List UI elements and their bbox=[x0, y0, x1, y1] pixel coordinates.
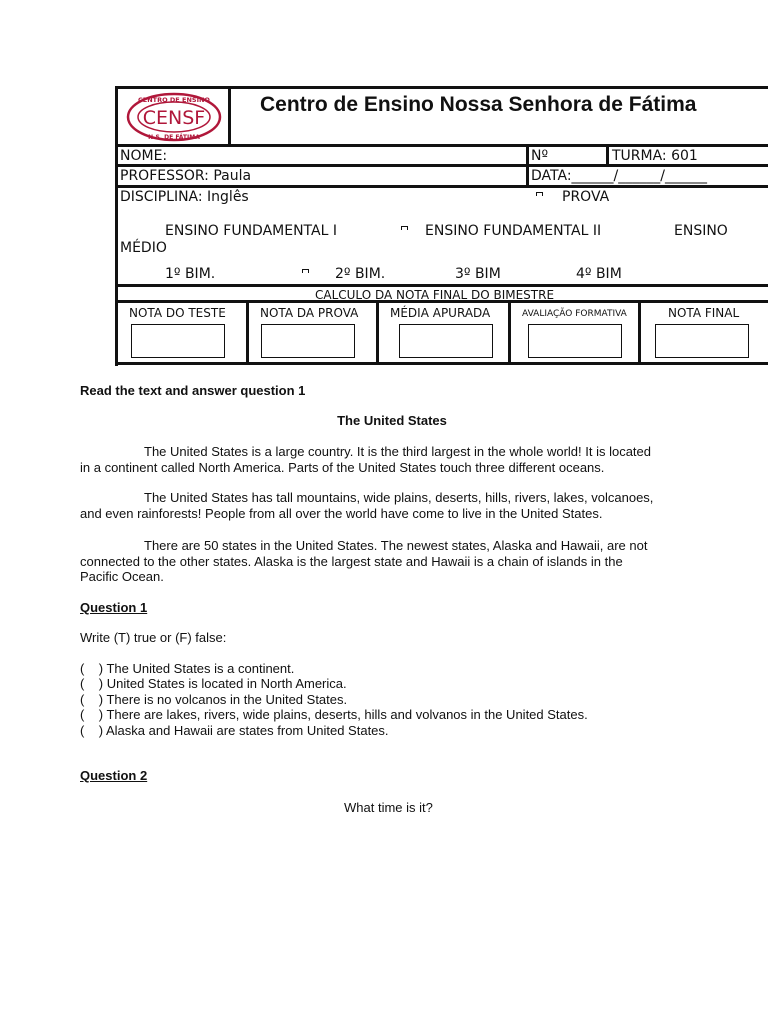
grade-label: NOTA FINAL bbox=[668, 306, 740, 320]
bim-1-option: 1º BIM. bbox=[165, 266, 216, 282]
data-field[interactable]: DATA:______/______/______ bbox=[531, 168, 707, 184]
grade-label: NOTA DO TESTE bbox=[129, 306, 226, 320]
grade-input-box[interactable] bbox=[261, 324, 355, 358]
paragraph bbox=[80, 538, 704, 585]
school-name: Centro de Ensino Nossa Senhora de Fátima bbox=[260, 93, 697, 116]
numero-field[interactable]: Nº bbox=[531, 148, 549, 164]
paragraph-line: and even rainforests! People from all over the world have come to live in the United States. bbox=[80, 505, 603, 521]
checkbox-icon[interactable] bbox=[401, 226, 408, 230]
calculo-heading: CALCULO DA NOTA FINAL DO BIMESTRE bbox=[315, 288, 555, 302]
rule bbox=[246, 300, 249, 364]
logo-letters: CENSF bbox=[142, 107, 206, 129]
prova-option: PROVA bbox=[562, 189, 610, 205]
grade-label: MÉDIA APURADA bbox=[390, 306, 491, 320]
rule bbox=[638, 300, 641, 364]
ensino-fund-1-option: ENSINO FUNDAMENTAL I bbox=[165, 223, 337, 239]
checkbox-icon[interactable] bbox=[536, 192, 543, 196]
rule bbox=[115, 86, 118, 366]
grade-input-box[interactable] bbox=[131, 324, 225, 358]
paragraph bbox=[80, 490, 704, 521]
logo-top-text: CENTRO DE ENSINO bbox=[138, 96, 210, 104]
paragraph-line: connected to the other states. Alaska is the largest state and Hawaii is a chain of islands in the bbox=[80, 553, 623, 569]
question-1-heading: Question 1 bbox=[80, 600, 148, 615]
rule bbox=[115, 86, 768, 89]
question-item[interactable]: ( ) There are lakes, rivers, wide plains, deserts, hills and volvanos in the United States. bbox=[80, 707, 588, 722]
rule bbox=[526, 144, 529, 187]
instruction: Read the text and answer question 1 bbox=[80, 383, 306, 398]
rule bbox=[376, 300, 379, 364]
grade-input-box[interactable] bbox=[399, 324, 493, 358]
bim-2-option: 2º BIM. bbox=[335, 266, 386, 282]
question-2-prompt: What time is it? bbox=[344, 800, 433, 815]
rule bbox=[606, 144, 609, 166]
rule bbox=[115, 362, 768, 365]
paragraph bbox=[80, 444, 704, 475]
logo-bottom-text: N.S. DE FÁTIMA bbox=[148, 134, 200, 141]
ensino-medio-option: ENSINO bbox=[674, 223, 728, 239]
paragraph-line: in a continent called North America. Parts of the United States touch three different oceans. bbox=[80, 459, 605, 475]
nome-field[interactable]: NOME: bbox=[120, 148, 168, 164]
paragraph-line: The United States is a large country. It is the third largest in the whole world! It is located bbox=[144, 444, 652, 459]
paragraph-line: There are 50 states in the United States. The newest states, Alaska and Hawaii, are not bbox=[144, 538, 648, 553]
disciplina-field: DISCIPLINA: Inglês bbox=[120, 189, 249, 205]
question-2-heading: Question 2 bbox=[80, 768, 148, 783]
medio-label: MÉDIO bbox=[120, 240, 167, 256]
question-item[interactable]: ( ) United States is located in North America. bbox=[80, 676, 347, 691]
ensino-fund-2-option: ENSINO FUNDAMENTAL II bbox=[425, 223, 602, 239]
paragraph-line: The United States has tall mountains, wide plains, deserts, hills, rivers, lakes, volcanoes, bbox=[144, 490, 654, 505]
grade-label: NOTA DA PROVA bbox=[260, 306, 359, 320]
grade-input-box[interactable] bbox=[528, 324, 622, 358]
rule bbox=[228, 86, 231, 146]
checkbox-icon[interactable] bbox=[302, 269, 309, 273]
question-item[interactable]: ( ) There is no volcanos in the United States. bbox=[80, 692, 348, 707]
grade-label: AVALIAÇÃO FORMATIVA bbox=[522, 309, 627, 319]
turma-field: TURMA: 601 bbox=[612, 148, 698, 164]
school-logo bbox=[124, 92, 224, 142]
grade-input-box[interactable] bbox=[655, 324, 749, 358]
professor-field: PROFESSOR: Paula bbox=[120, 168, 252, 184]
rule bbox=[508, 300, 511, 364]
question-item[interactable]: ( ) Alaska and Hawaii are states from United States. bbox=[80, 723, 389, 738]
text-title: The United States bbox=[337, 413, 447, 428]
bim-4-option: 4º BIM bbox=[576, 266, 622, 282]
bim-3-option: 3º BIM bbox=[455, 266, 501, 282]
question-1-instruction: Write (T) true or (F) false: bbox=[80, 630, 227, 645]
paragraph-line: Pacific Ocean. bbox=[80, 569, 164, 584]
question-item[interactable]: ( ) The United States is a continent. bbox=[80, 661, 295, 676]
